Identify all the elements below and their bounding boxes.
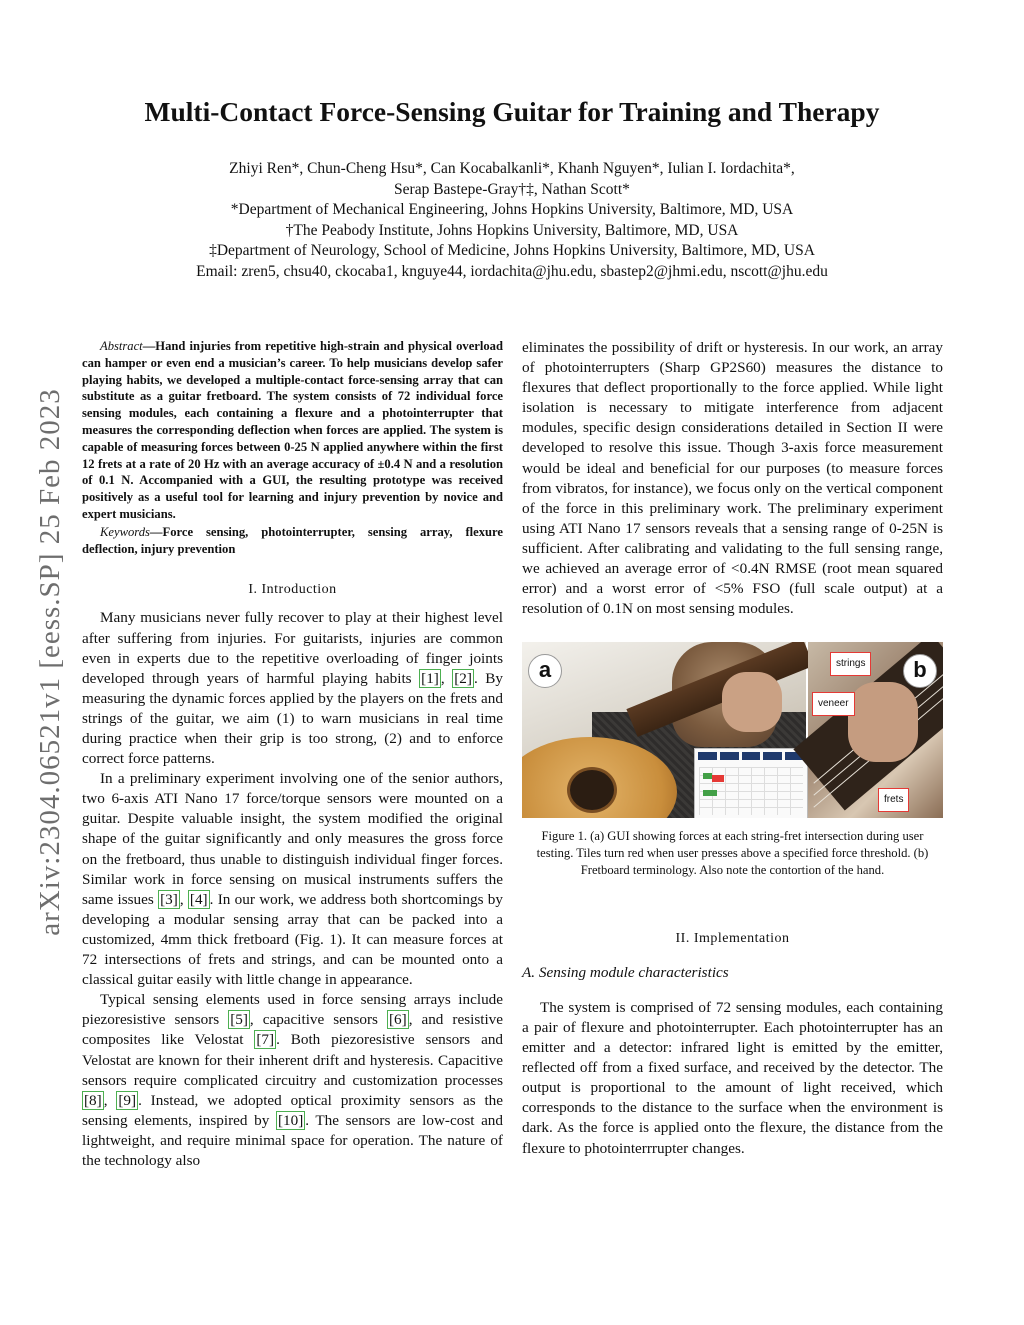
gui-tile-green (703, 773, 712, 779)
affiliation-3: ‡Department of Neurology, School of Medicine, Johns Hopkins University, Baltimore, MD, USA (209, 242, 815, 259)
author-block (60, 159, 964, 282)
citation-link[interactable]: [8] (84, 1091, 102, 1109)
gui-tile-green (703, 790, 717, 796)
gui-tile-red (712, 775, 724, 782)
figure-1 (522, 642, 943, 818)
abstract (82, 338, 503, 523)
citation-link[interactable]: [1] (421, 669, 439, 687)
citation-link[interactable]: [6] (388, 1011, 407, 1029)
right-paragraph-1: eliminates the possibility of drift or hysteresis. In our work, an array of photointerrupters (Sharp GP2S60) measures the distance to flexures that deflect proportionally to the force applied. While light isolation is necessary to mitigate interference from adjacent modules, specific design considerations detailed in Section II were developed to resolve this issue. Though 3-axis force measurement would be ideal and beneficial for our purposes (to measure forces from vibratos, for instance), we focus only on the vertical component of the force in this preliminary work. The preliminary experiment using ATI Nano 17 sensors reveals that a sensing range of 0-25N is sufficient. After calibrating and validating to the full sensing range, we achieved an average error of <0.4N RMSE (root mean squared error) and a worst error of <5% FSO (full scale output) at a resolution of 0.1N on most sensing modules. (522, 339, 943, 618)
keywords-text: —Force sensing, photointerrupter, sensing array, flexure deflection, injury prevention (82, 524, 503, 556)
author-list: Zhiyi Ren*, Chun-Cheng Hsu*, Can Kocabalkanli*, Khanh Nguyen*, Iulian I. Iordachita*, (229, 160, 795, 177)
paper-title: Multi-Contact Force-Sensing Guitar for Training and Therapy (144, 96, 880, 127)
subsection-heading: A. Sensing module characteristics (522, 963, 729, 981)
citation-link[interactable]: [3] (160, 890, 178, 908)
gui-screenshot (694, 748, 808, 818)
gui-button (763, 752, 782, 760)
implementation-paragraph-1: The system is comprised of 72 sensing modules, each containing a pair of flexure and photointerrupter. Each photointerrupter has an emitter and a detector: infrared light is emitted by the emitter, reflected off from a fixed surface, and received by the detector. The output is proportional to the amount of light received, which corresponds to the distance to the surface when the environment is dark. As the force is applied onto the flexure, the distance from the flexure to photointerrrupter changes. (522, 998, 943, 1157)
keywords (82, 524, 503, 558)
arxiv-identifier: arXiv:2304.06521v1 [eess.SP] 25 Feb 2023 (34, 388, 66, 936)
intro-paragraph-2: In a preliminary experiment involving one of the senior authors, two 6-axis ATI Nano 17 force/torque sensors were mounted on a guitar. Despite valuable insight, the system modified the original shape of the guitar significantly and only measures the gross force on the fretboard, thus unable to distinguish individual finger forces. Similar work in force sensing on musical instruments suffers the same issues [3] , [4] . In our work, we address both shortcomings by developing a modular sensing array that can be packed into a customized, 4mm thick fretboard (Fig. 1). It can measure forces at 72 intersections of frets and strings, and can be mounted onto a classical guitar easily with little change in appearance. (82, 770, 503, 989)
tag-veneer: veneer (812, 692, 855, 716)
gui-button (720, 752, 739, 760)
panel-a-label: a (528, 654, 562, 688)
author-emails: Email: zren5, chsu40, ckocaba1, knguye44, iordachita@jhu.edu, sbastep2@jhmi.edu, nscott@jhu.edu (196, 262, 828, 280)
citation-link[interactable]: [9] (118, 1091, 137, 1109)
abstract-text: —Hand injuries from repetitive high-strain and physical overload can hamper or even end a musician’s career. To help musicians develop safer playing habits, we developed a multiple-contact force-sensing array that can substitute as a guitar fretboard. The system consists of 72 individual force sensing modules, each containing a flexure and a photointerrupter that measures the corresponding deflection when forces are applied. The system is capable of measuring forces between 0-25 N applied anywhere within the first 12 frets at a rate of 20 Hz with an average accuracy of ±0.4 N and a resolution of 0.1 N. Accompanied with a GUI, the resulting prototype was received positively as a useful tool for learning and injury prevention by novice and expert musicians. (82, 339, 503, 521)
figure-1-caption: Figure 1. (a) GUI showing forces at each string-fret intersection during user testing. Tiles turn red when user presses above a specified force threshold. (b) Fretboard terminology. Also note the contortion of the hand. (536, 829, 929, 877)
guitar-soundhole (567, 767, 617, 813)
right-column (522, 338, 943, 1159)
citation-link[interactable]: [4] (189, 890, 208, 908)
citation-link[interactable]: [2] (454, 669, 472, 687)
citation-link[interactable]: [5] (230, 1011, 248, 1029)
affiliation-1: *Department of Mechanical Engineering, Johns Hopkins University, Baltimore, MD, USA (230, 201, 794, 218)
author-list-cont: Serap Bastepe-Gray†‡, Nathan Scott* (394, 180, 630, 198)
affiliation-2: †The Peabody Institute, Johns Hopkins University, Baltimore, MD, USA (285, 221, 739, 239)
citation-link[interactable]: [10] (277, 1111, 304, 1129)
keywords-label: Keywords (100, 524, 150, 539)
section-heading-introduction: I. Introduction (248, 582, 337, 598)
tag-strings: strings (830, 652, 871, 676)
intro-paragraph-3: Typical sensing elements used in force sensing arrays include piezoresistive sensors [5] , capacitive sensors [6] , and resistive composites like Velostat [7] . Both piezoresistive sensors and Velostat are known for their inherent drift and hysteresis. Capacitive sensors require complicated circuitry and customization processes [8] , [9] . Instead, we adopted optical proximity sensors as the sensing elements, inspired by [10] . The sensors are low-cost and lightweight, and require minimal space for operation. The nature of the technology also (82, 991, 504, 1169)
figure-panel-b-photo (808, 642, 943, 818)
left-column (82, 338, 503, 1171)
intro-paragraph-1: Many musicians never fully recover to play at their highest level after suffering from injuries. For guitarists, injuries are common even in experts due to the repetitive overloading of finger joints developed through years of harmful playing habits [1] , [2] . By measuring the dynamic forces applied by the players on the frets and strings of the guitar, we aim (1) to warn musicians in real time during practice when their grip is too strong, (2) and to enforce correct force patterns. (82, 609, 504, 768)
abstract-label: Abstract (100, 339, 143, 353)
panel-b-label: b (903, 654, 937, 688)
gui-toolbar (695, 749, 807, 763)
citation-link[interactable]: [7] (256, 1031, 275, 1049)
fretting-hand (722, 672, 782, 732)
gui-button (742, 752, 761, 760)
section-heading-implementation: II. Implementation (675, 930, 790, 946)
tag-frets: frets (878, 788, 909, 812)
fretting-hand-closeup (848, 682, 918, 762)
figure-panel-a-photo (522, 642, 806, 818)
gui-button (698, 752, 717, 760)
